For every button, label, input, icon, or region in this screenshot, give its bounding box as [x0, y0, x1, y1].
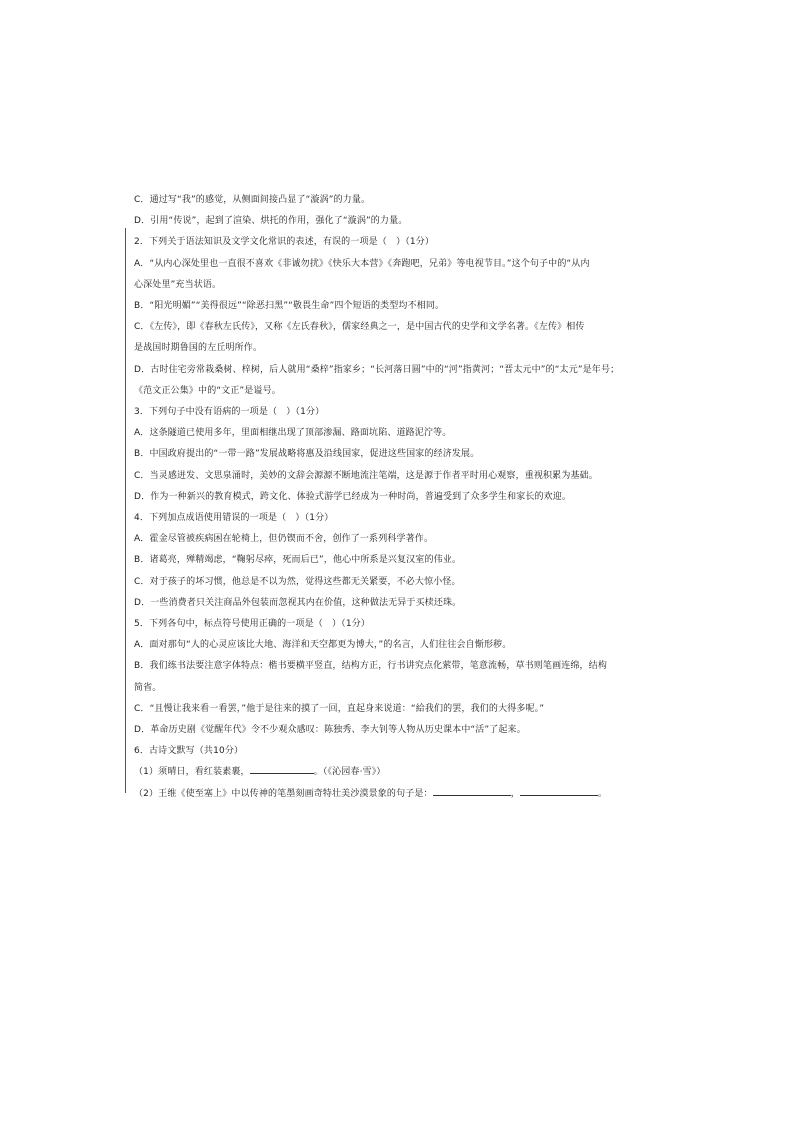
q2-option-d: D．古时住宅旁常栽桑树、梓树，后人就用“桑梓”指家乡；“长河落日圆”中的“河”指黄河；“晋太元中”的“太元”是年号； [134, 364, 620, 375]
q4-option-c: C．对于孩子的坏习惯，他总是不以为然，觉得这些都无关紧要，不必大惊小怪。 [134, 576, 461, 587]
q5-stem: 5．下列各句中，标点符号使用正确的一项是（ ）（1分） [134, 619, 371, 630]
q3-option-c: C．当灵感迸发、文思泉涌时，美妙的文辞会源源不断地流注笔端，这是源于作者平时用心观察，重视积累为基础。 [134, 470, 598, 481]
question-content [134, 190, 654, 805]
q2-stem: 2．下列关于语法知识及文学文化常识的表述，有误的一项是（ ）（1分） [134, 237, 435, 248]
q2-option-c: C．《左传》，即《春秋左氏传》，又称《左氏春秋》，儒家经典之一，是中国古代的史学和文学名著。《左传》相传 [134, 322, 585, 333]
q3-option-d: D．作为一种新兴的教育模式，跨文化、体验式游学已经成为一种时尚，普遍受到了众多学生和家长的欢迎。 [134, 491, 572, 502]
q4-option-b: B．诸葛亮，殚精竭虑，“鞠躬尽瘁，死而后已”，他心中所系是兴复汉室的伟业。 [134, 555, 462, 566]
q5-option-d: D．革命历史剧《觉醒年代》令不少观众感叹：陈独秀、李大钊等人物从历史课本中“活”了起来。 [134, 725, 526, 736]
binding-margin-line [125, 228, 126, 793]
q6-item-2-prompt: （2）王维《使至塞上》中以传神的笔墨刻画奇特壮美沙漠景象的句子是： [134, 788, 433, 799]
q6-item-1-source: 。（《沁园春·雪》） [313, 767, 386, 778]
q4-option-d: D．一些消费者只关注商品外包装而忽视其内在价值，这种做法无异于买椟还珠。 [134, 597, 462, 608]
q2-option-a: A．“从内心深处里也一直很不喜欢《非诚勿扰》《快乐大本营》《奔跑吧，兄弟》等电视节目。”这个句子中的“从内 [134, 258, 590, 269]
q4-stem: 4．下列加点成语使用错误的一项是（ ）（1分） [134, 513, 334, 524]
q2-option-b: B．“阳光明媚”“美得很远”“除恶扫黑”“敬畏生命”四个短语的类型均不相同。 [134, 301, 445, 312]
q3-option-b: B．中国政府提出的“一带一路”发展战略将惠及沿线国家，促进这些国家的经济发展。 [134, 449, 480, 460]
q1-option-d: D．引用“传说”，起到了渲染、烘托的作用，强化了“漩涡”的力量。 [134, 216, 408, 227]
q4-option-a: A．霍金尽管被疾病困在轮椅上，但仍锲而不舍，创作了一系列科学著作。 [134, 534, 434, 545]
answer-blank[interactable] [250, 763, 314, 774]
answer-blank[interactable] [520, 785, 598, 796]
q5-option-b-cont: 简省。 [134, 682, 162, 693]
q2-option-a-cont: 心深处里”充当状语。 [134, 279, 222, 290]
q1-option-c: C．通过写“我”的感觉，从侧面间接凸显了“漩涡”的力量。 [134, 195, 371, 205]
q6-item-2-period: 。 [597, 788, 607, 799]
answer-blank[interactable] [433, 785, 511, 796]
q6-stem: 6．古诗文默写（共10分） [134, 746, 244, 757]
q3-stem: 3．下列句子中没有语病的一项是（ ）（1分） [134, 407, 325, 418]
q6-item-1 [134, 762, 654, 783]
q2-option-c-cont: 是战国时期鲁国的左丘明所作。 [134, 343, 263, 354]
q5-option-c: C．“且慢让我来看一看罢，”他于是往来的摸了一回，直起身来说道：“給我们的罢，我们的大得多呢。” [134, 703, 545, 714]
q2-option-d-cont: 《范文正公集》中的“文正”是谥号。 [134, 385, 281, 396]
q3-option-a: A．这条隧道已使用多年，里面相继出现了顶部渗漏、路面坑陷、道路泥泞等。 [134, 428, 452, 439]
q6-item-2-comma: ， [510, 788, 520, 799]
q6-item-2 [134, 784, 654, 805]
q5-option-a: A．面对那句“人的心灵应该比大地、海洋和天空都更为博大，”的名言，人们往往会自惭形秽。 [134, 640, 512, 651]
q6-item-1-prompt: （1）须晴日，看红装素裹， [134, 767, 250, 778]
q5-option-b: B．我们练书法要注意字体特点：楷书要横平竖直，结构方正，行书讲究点化萦带，笔意流畅，草书则笔画连绵，结构 [134, 661, 607, 672]
